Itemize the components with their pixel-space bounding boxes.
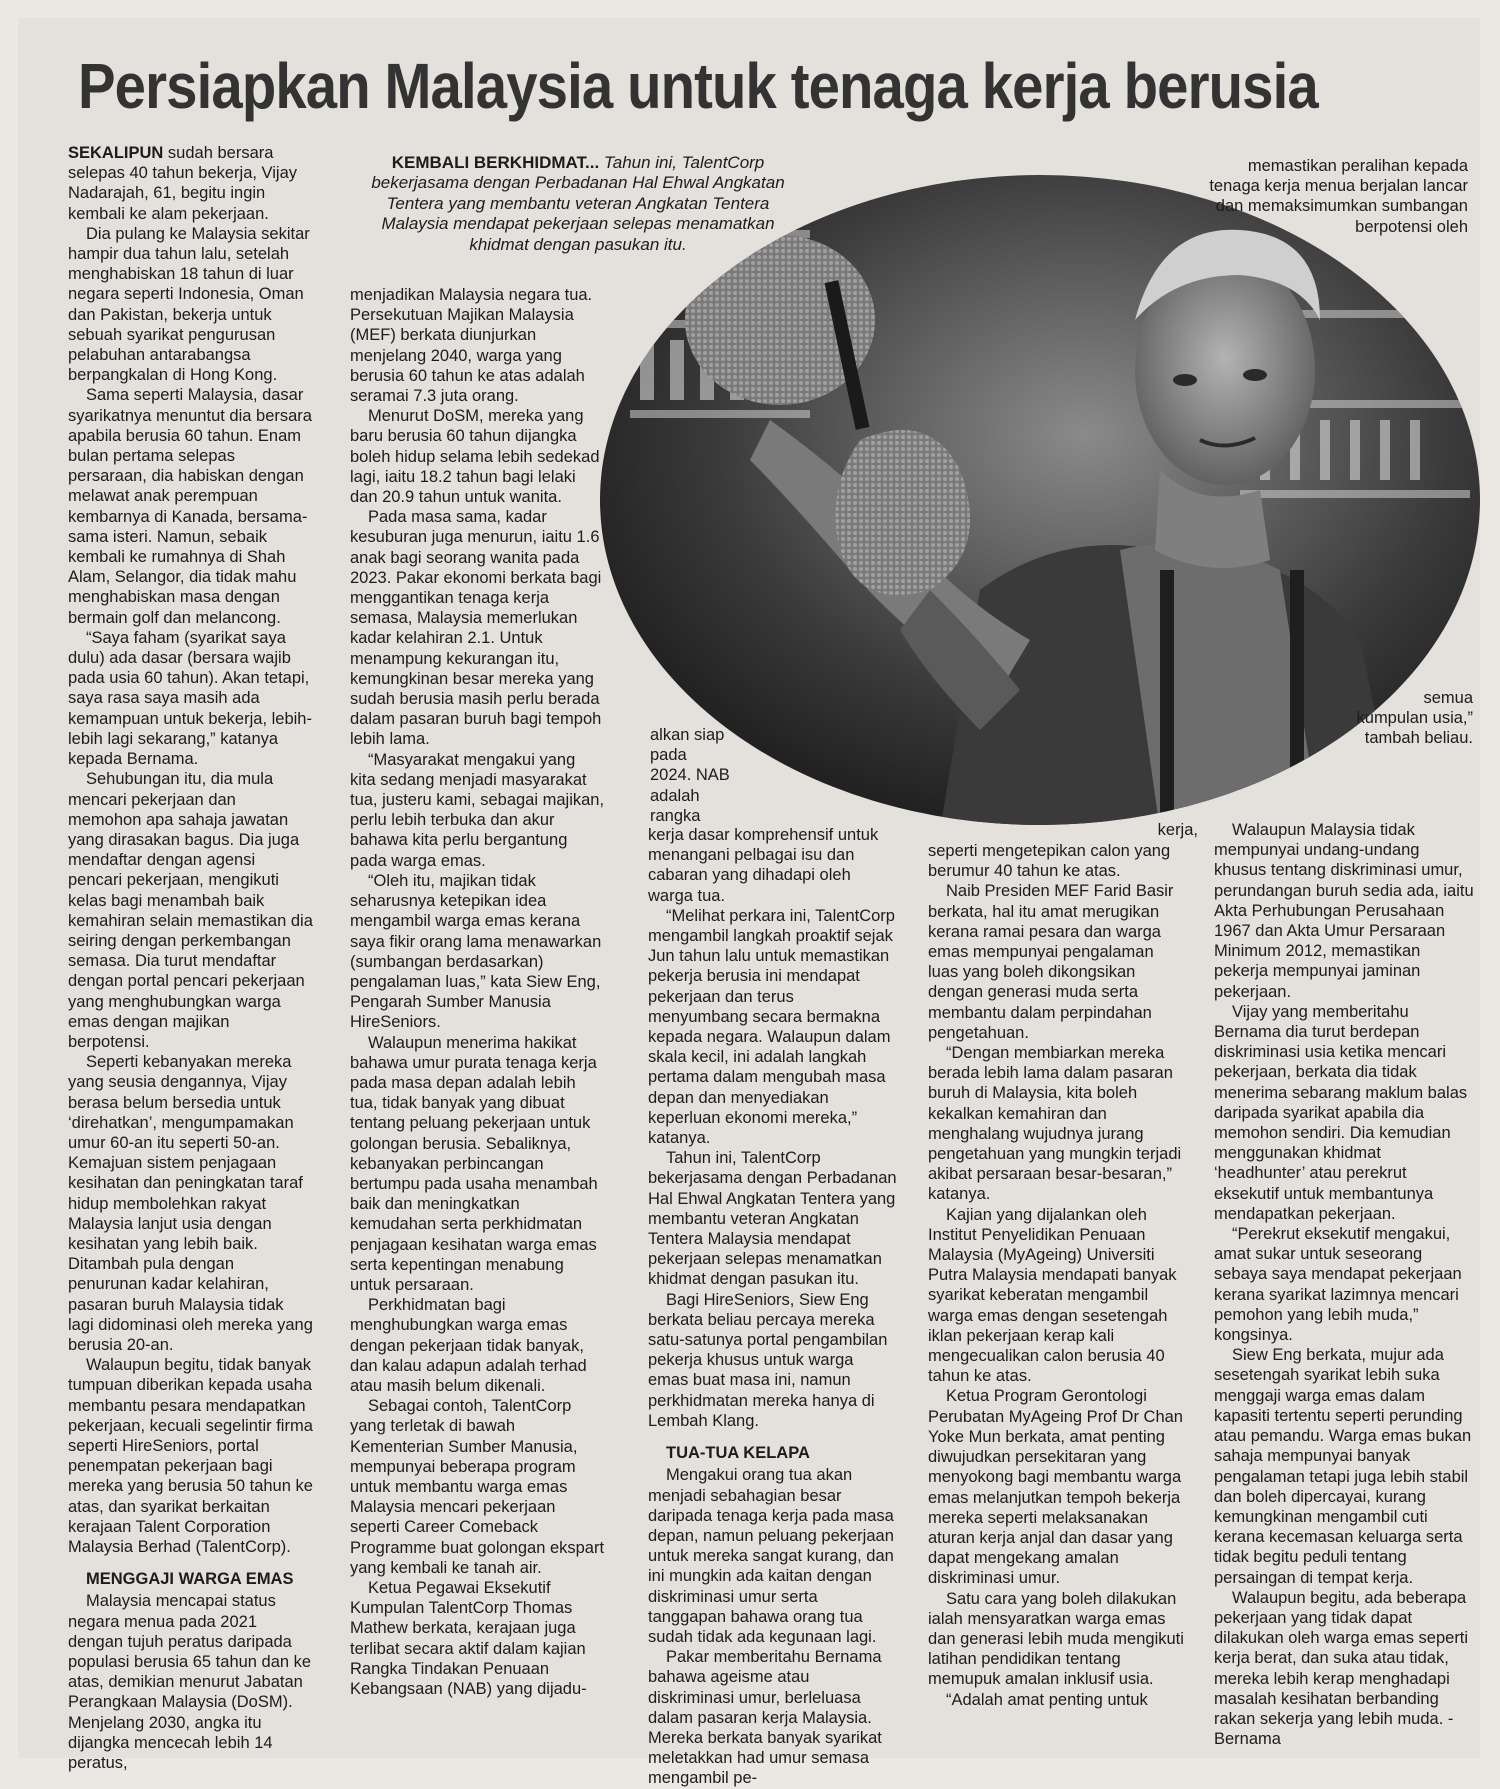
paragraph: menjadikan Malaysia negara tua. Persekutuan Majikan Malaysia (MEF) berkata diunjurkan menjelang 2040, warga yang berusia 60 tahun ke atas adalah seramai 7.3 juta orang.: [350, 286, 593, 406]
paragraph: “Melihat perkara ini, TalentCorp mengambil langkah proaktif sejak Jun tahun lalu untuk memastikan pekerja berusia ini mendapat pekerjaan dan terus menyumbang secara bermakna kepada negara. Walaupun dalam skala kecil, ini adalah langkah pertama dalam mengubah masa depan dan menyediakan keperluan ekonomi mereka,” katanya.: [648, 906, 895, 1148]
article-column-1: [68, 143, 313, 1773]
caption-lead: KEMBALI BERKHIDMAT...: [391, 153, 600, 172]
subheading: MENGGAJI WARGA EMAS: [86, 1570, 294, 1589]
paragraph: Sama seperti Malaysia, dasar syarikatnya menuntut dia bersara apabila berusia 60 tahun. Enam bulan pertama selepas persaraan, dia habiskan dengan melawat anak perempuan kembarnya di Kanada, bersama-sama isteri. Namun, sebaik kembali ke rumahnya di Shah Alam, Selangor, dia tidak mahu menghabiskan masa dengan bermain golf dan melancong.: [68, 386, 312, 627]
caption-text: Tahun ini, TalentCorp bekerjasama dengan Perbadanan Hal Ehwal Angkatan Tentera yang membantu veteran Angkatan Tentera Malaysia mendapat pekerjaan selepas menamatkan khidmat dengan pasukan itu.: [371, 153, 785, 254]
lead-word: SEKALIPUN: [68, 144, 164, 162]
paragraph: Seperti kebanyakan mereka yang seusia dengannya, Vijay berasa belum bersedia untuk ‘direhatkan’, mengumpamakan umur 60-an itu seperti 50-an. Kemajuan sistem penjagaan kesihatan dan peningkatan taraf hidup membolehkan rakyat Malaysia lanjut usia dengan kesihatan yang lebih baik. Ditambah pula dengan penurunan kadar kelahiran, pasaran buruh Malaysia tidak lagi didominasi oleh mereka yang berusia 20-an.: [68, 1053, 313, 1354]
paragraph: seperti mengetepikan calon yang berumur 40 tahun ke atas.: [928, 842, 1171, 881]
paragraph: Ketua Program Gerontologi Perubatan MyAgeing Prof Dr Chan Yoke Mun berkata, amat penting diwujudkan persekitaran yang menyokong bagi membantu warga emas melanjutkan tempoh bekerja mereka seperti melaksanakan aturan kerja anjal dan dasar yang dapat mengekang amalan diskriminasi umur.: [928, 1387, 1183, 1588]
paragraph: Ketua Pegawai Eksekutif Kumpulan TalentCorp Thomas Mathew berkata, kerajaan juga terlibat secara aktif dalam kajian Rangka Tindakan Penuaan Kebangsaan (NAB) yang dijadu-: [350, 1579, 587, 1699]
paragraph-text: sudah bersara selepas 40 tahun bekerja, Vijay Nadarajah, 61, begitu ingin kembali ke alam pekerjaan.: [68, 144, 298, 223]
newspaper-page: [18, 18, 1480, 1788]
paragraph: Kajian yang dijalankan oleh Institut Penyelidikan Penuaan Malaysia (MyAgeing) Universiti Putra Malaysia mendapati banyak syarikat keberatan mengambil warga emas dengan sesetengah iklan pekerjaan kerap kali mengecualikan calon berusia 40 tahun ke atas.: [928, 1205, 1177, 1386]
paragraph: Pakar memberitahu Bernama bahawa ageisme atau diskriminasi umur, berleluasa dalam pasaran kerja Malaysia. Mereka berkata banyak syarikat meletakkan had umur semasa mengambil pe-: [648, 1648, 882, 1788]
text-fragment: semua kumpulan usia,” tambah beliau.: [1356, 689, 1473, 748]
paragraph: Sebagai contoh, TalentCorp yang terletak di bawah Kementerian Sumber Manusia, mempunyai beberapa program untuk membantu warga emas Malaysia mencari pekerjaan seperti Career Comeback Programme buat golongan ekspart yang kembali ke tanah air.: [350, 1397, 605, 1577]
paragraph: kerja dasar komprehensif untuk menangani pelbagai isu dan cabaran yang dihadapi oleh warga tua.: [648, 826, 879, 905]
photo-caption: [368, 153, 788, 255]
headline: Persiapkan Malaysia untuk tenaga kerja berusia: [78, 50, 1318, 122]
paragraph: Vijay yang memberitahu Bernama dia turut berdepan diskriminasi usia ketika mencari pekerjaan, berkata dia tidak menerima sebarang maklum balas daripada syarikat apabila dia memohon sendiri. Dia kemudian menggunakan khidmat ‘headhunter’ atau perekrut eksekutif untuk membantunya mendapatkan pekerjaan.: [1214, 1002, 1468, 1223]
paragraph: Mengakui orang tua akan menjadi sebahagian besar daripada tenaga kerja pada masa depan, namun peluang pekerjaan untuk mereka sangat kurang, dan ini mungkin ada kaitan dengan diskriminasi umur serta tanggapan bahawa orang tua sudah tidak ada kegunaan lagi.: [648, 1466, 894, 1646]
paragraph: Menurut DoSM, mereka yang baru berusia 60 tahun dijangka boleh hidup selama lebih sedekad lagi, iaitu 18.2 tahun bagi lelaki dan 20.9 tahun untuk wanita.: [350, 407, 600, 507]
paragraph: Siew Eng berkata, mujur ada sesetengah syarikat lebih suka menggaji warga emas dalam kapasiti tertentu seperti perunding atau pemandu. Warga emas bukan sahaja mempunyai banyak pengalaman tetapi juga lebih stabil dan boleh dipercayai, kurang kemungkinan mengambil cuti kerana kecemasan keluarga serta tidak begitu peduli tentang persaingan di tempat kerja.: [1214, 1346, 1472, 1587]
paragraph: Naib Presiden MEF Farid Basir berkata, hal itu amat merugikan kerana ramai pesara dan warga emas mempunyai pengalaman luas yang boleh dikongsikan dengan generasi muda serta membantu dalam perpindahan pengetahuan.: [928, 882, 1174, 1042]
paragraph: Tahun ini, TalentCorp bekerjasama dengan Perbadanan Hal Ehwal Angkatan Tentera yang membantu veteran Angkatan Tentera Malaysia mendapat pekerjaan selepas menamatkan khidmat dengan pasukan itu.: [648, 1149, 897, 1289]
paragraph: “Oleh itu, majikan tidak seharusnya ketepikan idea mengambil warga emas kerana saya fikir orang lama menawarkan (sumbangan berdasarkan) pengalaman luas,” kata Siew Eng, Pengarah Sumber Manusia HireSeniors.: [350, 871, 602, 1032]
paragraph: Walaupun begitu, tidak banyak tumpuan diberikan kepada usaha membantu pesara mendapatkan pekerjaan, kecuali segelintir firma seperti HireSeniors, portal penempatan pekerjaan bagi mereka yang berusia 50 tahun ke atas, dan syarikat berkaitan kerajaan Talent Corporation Malaysia Berhad (TalentCorp).: [68, 1356, 313, 1557]
paragraph: “Saya faham (syarikat saya dulu) ada dasar (bersara wajib pada usia 60 tahun). Akan tetapi, saya rasa saya masih ada kemampuan untuk bekerja, lebih-lebih lagi sekarang,” katanya kepada Bernama.: [68, 628, 312, 769]
paragraph: [68, 143, 313, 224]
paragraph: “Perekrut eksekutif mengakui, amat sukar untuk seseorang sebaya saya mendapat pekerjaan kerana syarikat lazimnya mencari pemohon yang lebih muda,” kongsinya.: [1214, 1225, 1462, 1345]
paragraph: Walaupun Malaysia tidak mempunyai undang-undang khusus tentang diskriminasi umur, perundangan buruh sedia ada, iaitu Akta Perhubungan Perusahaan 1967 dan Akta Umur Persaraan Minimum 2012, memastikan pekerja mempunyai jaminan pekerjaan.: [1214, 821, 1474, 1001]
paragraph: Pada masa sama, kadar kesuburan juga menurun, iaitu 1.6 anak bagi seorang wanita pada 2023. Pakar ekonomi berkata bagi menggantikan tenaga kerja semasa, Malaysia memerlukan kadar kelahiran 2.1. Untuk menampung kekurangan itu, kemungkinan besar mereka yang sudah berusia masih perlu berada dalam pasaran buruh bagi tempoh lebih lama.: [350, 508, 602, 749]
paragraph: “Masyarakat mengakui yang kita sedang menjadi masyarakat tua, justeru kami, sebagai majikan, perlu lebih terbuka dan akur bahawa kita perlu bergantung pada warga emas.: [350, 750, 605, 870]
paragraph: Satu cara yang boleh dilakukan ialah mensyaratkan warga emas dan generasi lebih muda mengikuti latihan pendidikan tentang memupuk amalan inklusif usia.: [928, 1589, 1184, 1689]
paragraph: Bagi HireSeniors, Siew Eng berkata beliau percaya mereka satu-satunya portal pengambilan pekerja khusus untuk warga emas buat masa ini, namun perkhidmatan mereka hanya di Lembah Klang.: [648, 1290, 888, 1430]
paragraph: Dia pulang ke Malaysia sekitar hampir dua tahun lalu, setelah menghabiskan 18 tahun di luar negara seperti Indonesia, Oman dan Pakistan, bekerja untuk sebuah syarikat pengurusan pelabuhan antarabangsa berpangkalan di Hong Kong.: [68, 224, 310, 385]
paragraph: Malaysia mencapai status negara menua pada 2021 dengan tujuh peratus daripada populasi berusia 65 tahun dan ke atas, demikian menurut Jabatan Perangkaan Malaysia (DoSM). Menjelang 2030, angka itu dijangka mencecah lebih 14 peratus,: [68, 1592, 312, 1773]
paragraph: Perkhidmatan bagi menghubungkan warga emas dengan pekerjaan tidak banyak, dan kalau adapun adalah terhad atau masih belum dikenali.: [350, 1296, 587, 1395]
subheading: TUA-TUA KELAPA: [666, 1444, 810, 1463]
paragraph: Walaupun begitu, ada beberapa pekerjaan yang tidak dapat dilakukan oleh warga emas seperti kerja berat, dan suka atau tidak, mereka lebih kerap menghadapi masalah kesihatan berbanding rakan sekerja yang lebih muda. -Bernama: [1214, 1588, 1469, 1749]
text-fragment: alkan siap pada 2024. NAB adalah rangka: [650, 726, 730, 825]
text-fragment: memastikan peralihan kepada tenaga kerja menua berjalan lancar dan memaksimumkan sumbangan berpotensi oleh: [1209, 157, 1468, 236]
paragraph: Walaupun menerima hakikat bahawa umur purata tenaga kerja pada masa depan adalah lebih tua, tidak banyak yang dibuat tentang peluang pekerjaan untuk golongan berusia. Sebaliknya, kebanyakan perbincangan bertumpu pada usaha menambah baik dan meningkatkan kemudahan serta perkhidmatan penjagaan kesihatan warga emas serta kepentingan menabung untuk persaraan.: [350, 1033, 598, 1294]
paragraph: “Adalah amat penting untuk: [946, 1690, 1148, 1709]
article-column-4: [928, 841, 1188, 1710]
article-column-2: [350, 285, 605, 1699]
article-column-3: [648, 825, 898, 1789]
paragraph: Sehubungan itu, dia mula mencari pekerjaan dan memohon apa sahaja jawatan yang dirasakan bagus. Dia juga mendaftar dengan agensi pencari pekerjaan, mengikuti kelas bagi menambah baik kemahiran selain memastikan dia seiring dengan perkembangan semasa. Dia turut mendaftar dengan portal pencari pekerjaan yang menghubungkan warga emas dengan majikan berpotensi.: [68, 770, 313, 1051]
paragraph: “Dengan membiarkan mereka berada lebih lama dalam pasaran buruh di Malaysia, kita boleh kekalkan kemahiran dan menghalang wujudnya jurang pengetahuan yang mungkin terjadi akibat persaraan besar-besaran,” katanya.: [928, 1044, 1182, 1204]
article-column-5: [1214, 820, 1474, 1749]
text-fragment: kerja,: [1157, 821, 1198, 839]
